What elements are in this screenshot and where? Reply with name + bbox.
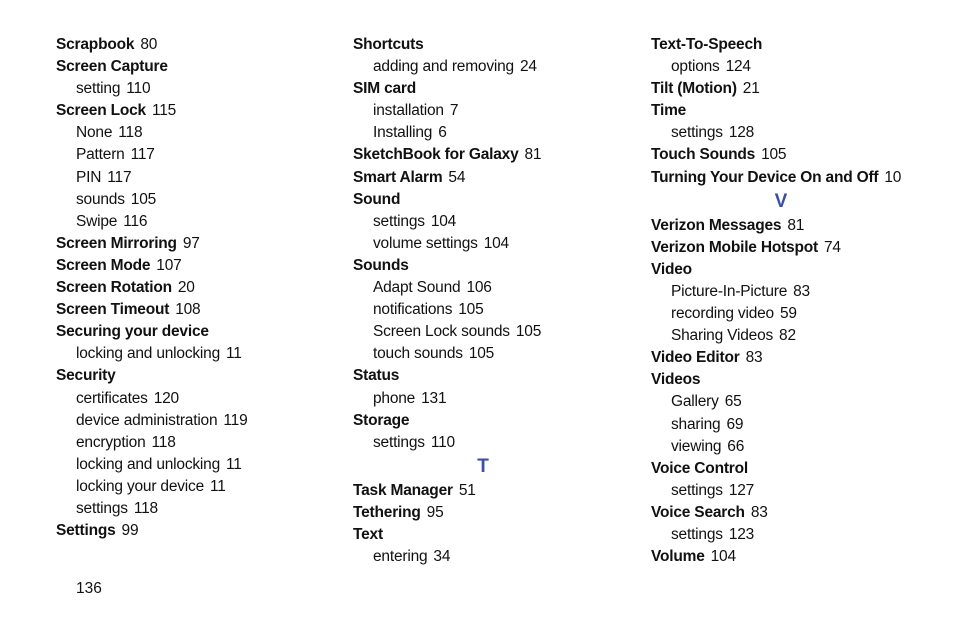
entry-term: Videos	[651, 371, 701, 389]
page-reference: 116	[123, 212, 148, 230]
page-reference: 104	[710, 548, 736, 566]
index-entry	[353, 480, 643, 502]
index-column-1	[56, 34, 346, 542]
page-reference: 99	[121, 522, 139, 540]
index-entry	[651, 458, 941, 480]
index-subentry	[353, 211, 643, 233]
entry-term: Text-To-Speech	[651, 36, 763, 53]
page-reference: 104	[483, 234, 509, 252]
index-subentry	[651, 436, 941, 458]
index-subentry	[353, 299, 643, 321]
page-reference: 110	[430, 433, 455, 451]
entry-term: Video	[651, 260, 692, 278]
index-subentry	[56, 388, 346, 410]
index-subentry	[56, 211, 346, 233]
index-subentry	[56, 122, 346, 144]
index-subentry	[353, 432, 643, 454]
page-reference: 80	[140, 36, 158, 53]
subentry-label: Picture-In-Picture	[671, 282, 788, 300]
index-entry	[353, 365, 643, 387]
page-reference: 95	[426, 503, 444, 521]
entry-term: Scrapbook	[56, 36, 135, 53]
entry-term: Shortcuts	[353, 36, 424, 53]
page-reference: 83	[745, 349, 763, 367]
index-entry	[651, 167, 941, 189]
subentry-label: None	[76, 124, 113, 142]
subentry-label: sharing	[671, 415, 721, 433]
index-entry	[56, 233, 346, 255]
subentry-label: setting	[76, 80, 121, 98]
page-reference: 83	[793, 282, 810, 300]
page-reference: 11	[226, 345, 242, 363]
entry-term: Screen Timeout	[56, 301, 170, 319]
page-reference: 128	[728, 124, 755, 142]
index-entry	[56, 34, 346, 56]
index-subentry	[56, 454, 346, 476]
index-subentry	[353, 233, 643, 255]
index-subentry	[651, 325, 941, 347]
page-reference: 115	[151, 102, 177, 120]
index-subentry	[651, 303, 941, 325]
subentry-label: entering	[373, 548, 428, 566]
index-subentry	[56, 78, 346, 100]
index-entry	[651, 144, 941, 166]
entry-term: Volume	[651, 548, 705, 566]
subentry-label: Sharing Videos	[671, 327, 774, 345]
subentry-label: locking your device	[76, 477, 205, 495]
index-entry	[651, 369, 941, 391]
page-reference: 118	[151, 433, 176, 451]
entry-term: Screen Mode	[56, 256, 151, 274]
page-reference: 20	[177, 279, 195, 297]
index-subentry	[651, 524, 941, 546]
page-reference: 11	[210, 477, 226, 495]
subentry-label: phone	[373, 389, 416, 407]
entry-term: Video Editor	[651, 349, 740, 367]
index-entry	[651, 78, 941, 100]
entry-term: Task Manager	[353, 481, 453, 499]
section-letter: T	[477, 455, 489, 477]
page-reference: 34	[433, 548, 451, 566]
index-subentry	[651, 281, 941, 303]
page-reference: 54	[448, 168, 466, 186]
page-reference: 69	[726, 415, 744, 433]
page-reference: 82	[779, 327, 796, 345]
index-subentry	[56, 498, 346, 520]
page-reference: 123	[728, 525, 755, 543]
subentry-label: settings	[671, 481, 723, 499]
page-reference: 117	[107, 168, 132, 186]
page-reference: 105	[515, 323, 542, 341]
subentry-label: Screen Lock sounds	[373, 323, 510, 341]
index-entry	[651, 259, 941, 281]
page-reference: 65	[724, 393, 742, 411]
entry-term: Settings	[56, 522, 116, 540]
index-entry	[651, 347, 941, 369]
subentry-label: adding and removing	[373, 58, 514, 76]
page-reference: 6	[438, 124, 447, 142]
page-reference: 24	[519, 58, 537, 76]
index-subentry	[353, 277, 643, 299]
page-reference: 105	[468, 345, 495, 363]
subentry-label: options	[671, 58, 720, 76]
page-reference: 118	[118, 124, 143, 142]
subentry-label: settings	[671, 525, 723, 543]
subentry-label: touch sounds	[373, 345, 463, 363]
page-reference: 105	[458, 301, 484, 319]
index-entry	[56, 520, 346, 542]
index-subentry	[651, 122, 941, 144]
entry-term: Screen Capture	[56, 58, 168, 76]
index-subentry	[651, 391, 941, 413]
subentry-label: locking and unlocking	[76, 455, 221, 473]
subentry-label: volume settings	[373, 234, 478, 252]
entry-term: Securing your device	[56, 323, 209, 341]
subentry-label: notifications	[373, 301, 453, 319]
subentry-label: settings	[76, 499, 128, 517]
page-reference: 110	[126, 80, 151, 98]
index-entry	[56, 365, 346, 387]
index-entry	[56, 100, 346, 122]
entry-term: Time	[651, 102, 687, 120]
index-entry	[56, 255, 346, 277]
index-subentry	[56, 410, 346, 432]
index-entry	[353, 144, 643, 166]
index-subentry	[353, 321, 643, 343]
page-reference: 81	[787, 216, 805, 234]
entry-term: Screen Rotation	[56, 279, 172, 297]
index-subentry	[56, 189, 346, 211]
index-subentry	[56, 343, 346, 365]
page-reference: 7	[449, 102, 459, 120]
page-reference: 105	[761, 146, 787, 164]
page-reference: 119	[223, 411, 248, 429]
entry-term: Sounds	[353, 256, 409, 274]
entry-term: SIM card	[353, 80, 417, 98]
index-entry	[353, 78, 643, 100]
page-reference: 97	[182, 234, 200, 252]
index-entry	[353, 167, 643, 189]
index-subentry	[56, 476, 346, 498]
subentry-label: Installing	[373, 124, 433, 142]
index-entry	[651, 100, 941, 122]
index-subentry	[651, 56, 941, 78]
entry-term: SketchBook for Galaxy	[353, 146, 519, 164]
subentry-label: viewing	[671, 437, 722, 455]
section-letter: V	[774, 190, 788, 212]
subentry-label: Adapt Sound	[373, 279, 461, 297]
page-number: 136	[76, 580, 102, 597]
entry-term: Verizon Mobile Hotspot	[651, 238, 818, 256]
index-subentry	[353, 388, 643, 410]
index-entry	[353, 502, 643, 524]
index-entry	[56, 277, 346, 299]
index-subentry	[56, 144, 346, 166]
entry-term: Screen Lock	[56, 102, 146, 120]
entry-term: Storage	[353, 411, 410, 429]
entry-term: Smart Alarm	[353, 168, 443, 186]
index-subentry	[353, 100, 643, 122]
index-entry	[56, 56, 346, 78]
page-reference: 59	[779, 305, 797, 323]
entry-term: Verizon Messages	[651, 216, 782, 234]
index-entry	[353, 524, 643, 546]
index-entry	[651, 237, 941, 259]
entry-term: Tethering	[353, 503, 421, 521]
page-reference: 83	[750, 503, 768, 521]
subentry-label: certificates	[76, 389, 148, 407]
page-reference: 131	[421, 389, 447, 407]
index-subentry	[353, 122, 643, 144]
entry-term: Text	[353, 525, 383, 543]
page-reference: 108	[175, 301, 201, 319]
subentry-label: recording video	[671, 305, 774, 323]
index-entry	[651, 546, 941, 568]
index-column-3	[651, 34, 941, 568]
entry-term: Sound	[353, 190, 401, 208]
page-reference: 21	[742, 80, 760, 98]
page-reference: 66	[727, 437, 745, 455]
entry-term: Tilt (Motion)	[651, 80, 737, 98]
subentry-label: installation	[373, 102, 444, 120]
index-entry	[651, 215, 941, 237]
index-subentry	[56, 167, 346, 189]
entry-term: Status	[353, 367, 400, 385]
index-entry	[56, 321, 346, 343]
index-entry	[353, 189, 643, 211]
page-reference: 81	[524, 146, 542, 164]
page-reference: 51	[458, 481, 476, 499]
index-column-2	[353, 34, 643, 568]
page-reference: 11	[226, 455, 242, 473]
index-entry	[353, 255, 643, 277]
page-reference: 127	[728, 481, 755, 499]
subentry-label: encryption	[76, 433, 146, 451]
index-subentry	[651, 414, 941, 436]
entry-term: Screen Mirroring	[56, 234, 177, 252]
subentry-label: sounds	[76, 190, 125, 208]
page-reference: 117	[130, 146, 155, 164]
subentry-label: locking and unlocking	[76, 345, 221, 363]
subentry-label: settings	[373, 433, 425, 451]
entry-term: Voice Control	[651, 459, 749, 477]
subentry-label: settings	[671, 124, 723, 142]
index-entry	[353, 34, 643, 56]
entry-term: Turning Your Device On and Off	[651, 168, 879, 186]
page-reference: 120	[153, 389, 179, 407]
page-reference: 10	[884, 168, 902, 186]
index-subentry	[56, 432, 346, 454]
subentry-label: Swipe	[76, 212, 118, 230]
subentry-label: PIN	[76, 168, 102, 186]
index-entry	[56, 299, 346, 321]
subentry-label: Pattern	[76, 146, 125, 164]
index-subentry	[353, 56, 643, 78]
subentry-label: device administration	[76, 411, 218, 429]
subentry-label: settings	[373, 212, 425, 230]
entry-term: Voice Search	[651, 503, 745, 521]
index-subentry	[353, 546, 643, 568]
subentry-label: Gallery	[671, 393, 719, 411]
page-reference: 104	[430, 212, 457, 230]
index-subentry	[353, 343, 643, 365]
index-entry	[651, 502, 941, 524]
page-reference: 105	[130, 190, 157, 208]
page-reference: 107	[156, 256, 182, 274]
page-reference: 74	[823, 238, 841, 256]
page-reference: 124	[725, 58, 751, 76]
page-reference: 106	[466, 279, 492, 297]
entry-term: Touch Sounds	[651, 146, 756, 164]
index-entry	[353, 410, 643, 432]
page-reference: 118	[133, 499, 158, 517]
index-subentry	[651, 480, 941, 502]
entry-term: Security	[56, 367, 116, 385]
index-entry	[651, 34, 941, 56]
